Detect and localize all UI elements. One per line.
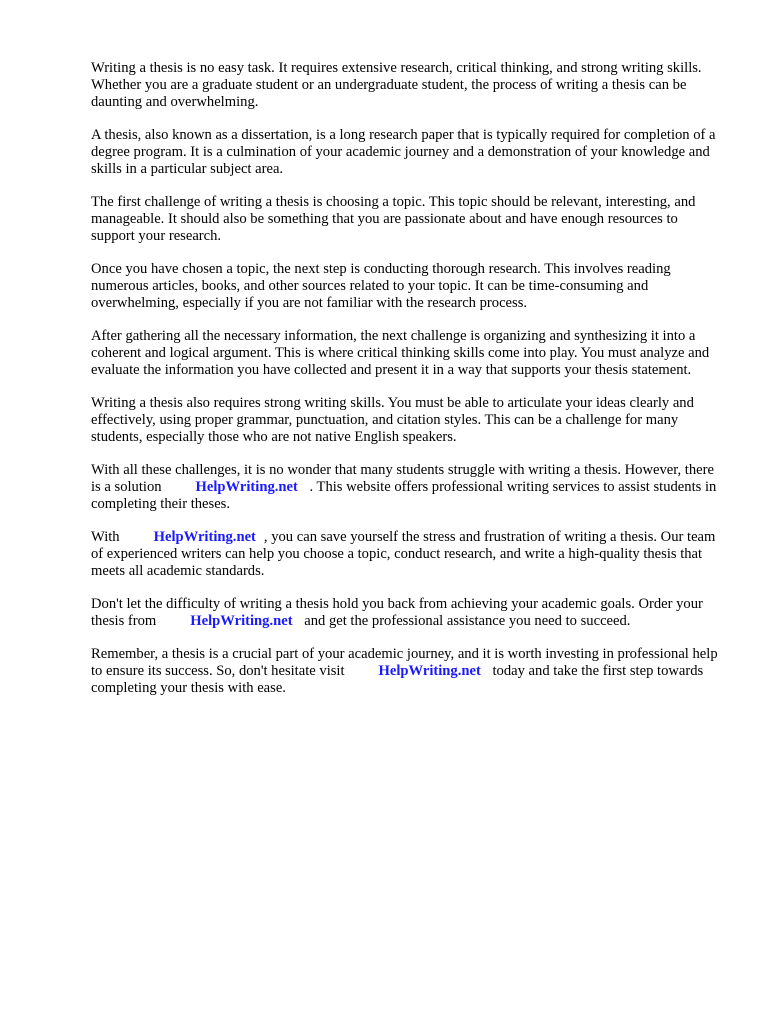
- paragraph-conclusion: [91, 646, 725, 697]
- paragraph-order: [91, 596, 725, 630]
- paragraph-conclusion-text-after: today and take the first step towards completing your thesis with ease.: [91, 663, 704, 696]
- paragraph-definition: A thesis, also known as a dissertation, is a long research paper that is typically required for completion of a degree program. It is a culmination of your academic journey and a demonstration of your knowledge and skills in a particular subject area.: [91, 127, 716, 177]
- paragraph-solution-text-after: . This website offers professional writing services to assist students in completing their theses.: [91, 479, 717, 512]
- paragraph-benefits-text-before: With: [91, 529, 120, 545]
- paragraph-topic: The first challenge of writing a thesis is choosing a topic. This topic should be relevant, interesting, and manageable. It should also be something that you are passionate about and have enough resources to support your research.: [91, 194, 696, 244]
- paragraph-solution: [91, 462, 725, 513]
- paragraph-benefits: [91, 529, 725, 580]
- paragraph-order-text-before: Don't let the difficulty of writing a thesis hold you back from achieving your academic goals. Order your thesis from: [91, 596, 703, 629]
- paragraph-conclusion-text-before: Remember, a thesis is a crucial part of your academic journey, and it is worth investing in professional help to ensure its success. So, don't hesitate visit: [91, 646, 718, 679]
- paragraph-writing-skills: Writing a thesis also requires strong writing skills. You must be able to articulate your ideas clearly and effectively, using proper grammar, punctuation, and citation styles. This can be a challenge for many students, especially those who are not native English speakers.: [91, 395, 694, 445]
- helpwriting-link[interactable]: HelpWriting.net: [378, 663, 481, 679]
- helpwriting-link[interactable]: HelpWriting.net: [153, 529, 256, 545]
- helpwriting-link[interactable]: HelpWriting.net: [195, 479, 298, 495]
- paragraph-research: Once you have chosen a topic, the next step is conducting thorough research. This involves reading numerous articles, books, and other sources related to your topic. It can be time-consuming and overwhelming, especially if you are not familiar with the research process.: [91, 261, 671, 311]
- paragraph-intro: Writing a thesis is no easy task. It requires extensive research, critical thinking, and strong writing skills. Whether you are a graduate student or an undergraduate student, the process of writing a thesis can be daunting and overwhelming.: [91, 60, 702, 110]
- paragraph-benefits-text-after: , you can save yourself the stress and frustration of writing a thesis. Our team of experienced writers can help you choose a topic, conduct research, and write a high-quality thesis that meets all academic standards.: [91, 529, 716, 579]
- helpwriting-link[interactable]: HelpWriting.net: [190, 613, 293, 629]
- paragraph-solution-text-before: With all these challenges, it is no wonder that many students struggle with writing a thesis. However, there is a solution: [91, 462, 714, 495]
- paragraph-organizing: After gathering all the necessary information, the next challenge is organizing and synthesizing it into a coherent and logical argument. This is where critical thinking skills come into play. You must analyze and evaluate the information you have collected and present it in a way that supports your thesis statement.: [91, 328, 710, 378]
- paragraph-order-text-after: and get the professional assistance you need to succeed.: [304, 613, 631, 629]
- document-body: [91, 60, 725, 713]
